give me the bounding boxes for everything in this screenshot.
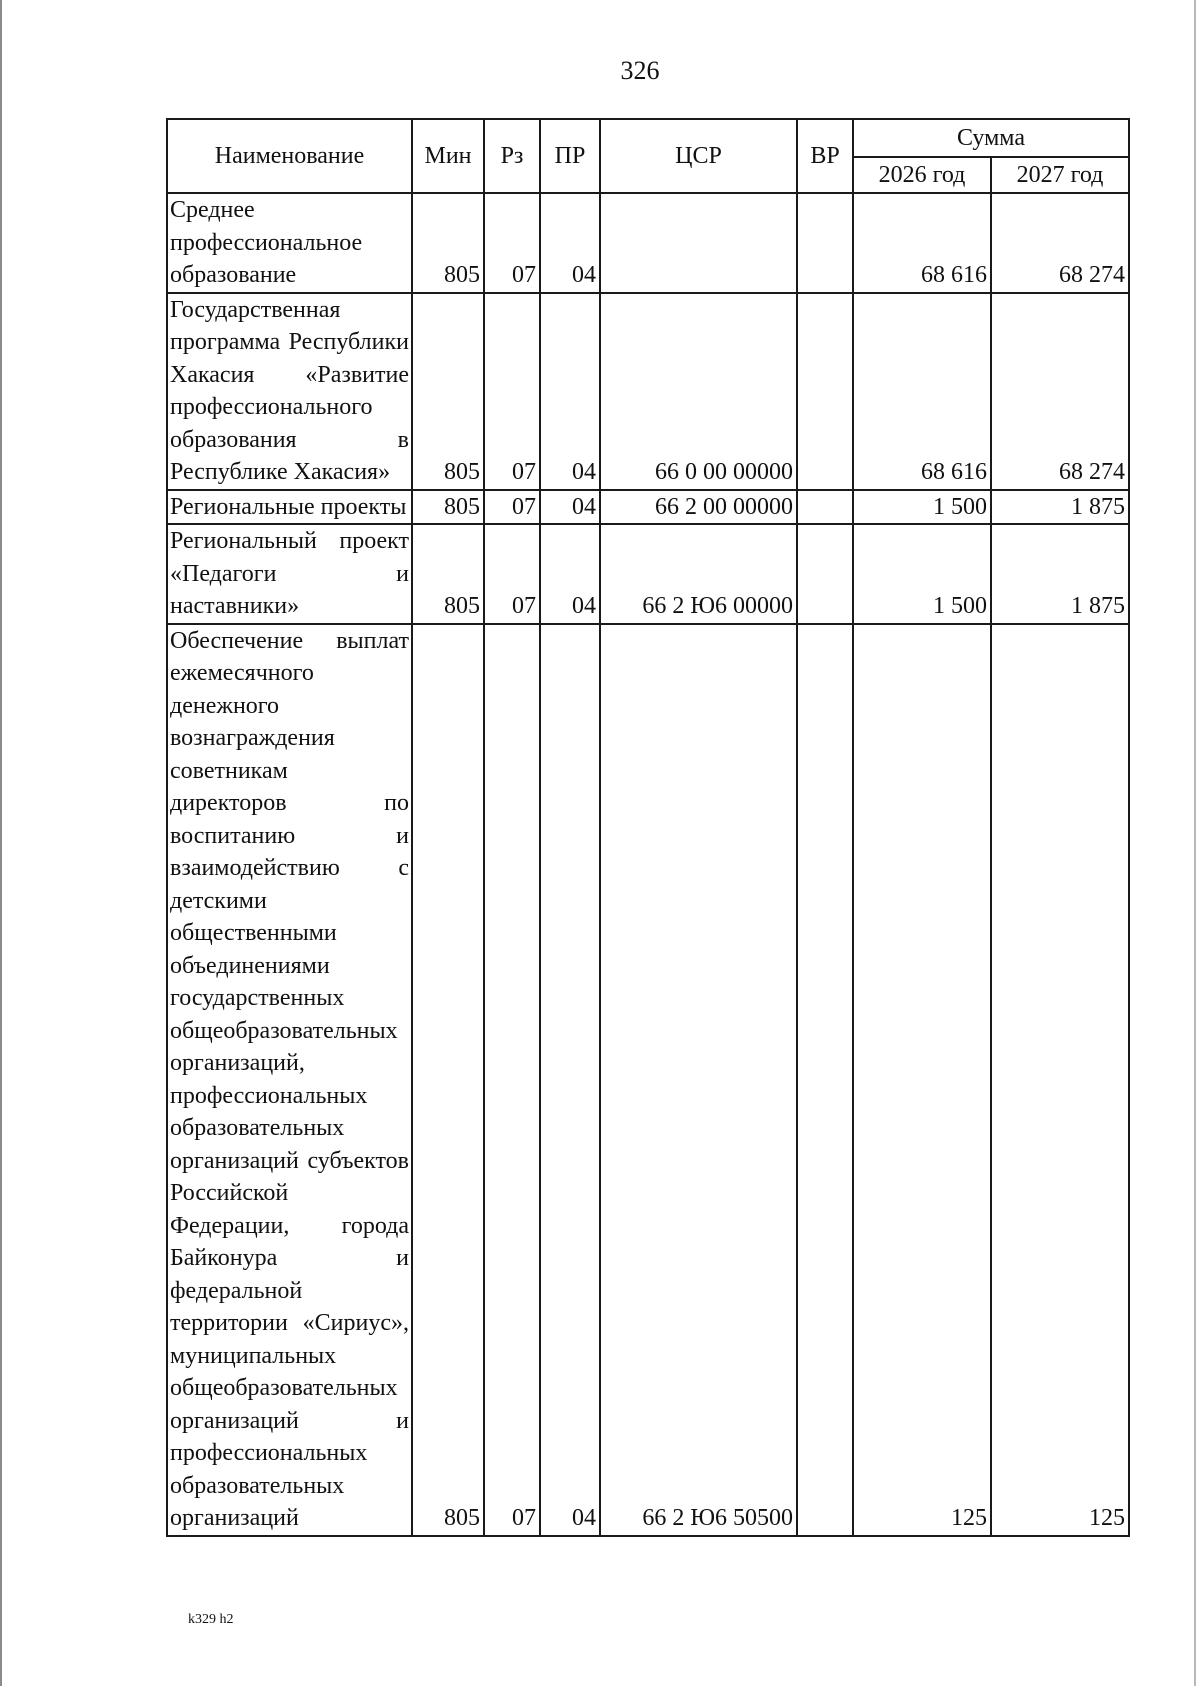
row-sum-2026: 68 616 <box>853 193 991 293</box>
row-sum-2026: 1 500 <box>853 524 991 624</box>
row-sum-2026: 68 616 <box>853 293 991 490</box>
row-name: Обеспечение выплат ежемесячного денежного вознаграждения советникам директоров по воспитанию и взаимодействию с детскими общественными объединениями государственных общеобразовательных организаций, профессиональных образовательных организаций субъектов Российской Федерации, города Байконура и федеральной территории «Сириус», муниципальных общеобразовательных организаций и профессиональных образовательных организаций <box>167 624 412 1536</box>
row-vr <box>797 193 853 293</box>
row-name: Региональный проект «Педагоги и наставники» <box>167 524 412 624</box>
row-min: 805 <box>412 624 484 1536</box>
row-pr: 04 <box>540 524 600 624</box>
row-sum-2026: 125 <box>853 624 991 1536</box>
row-min: 805 <box>412 293 484 490</box>
header-rz: Рз <box>484 119 540 193</box>
page-right-edge <box>1194 0 1196 1686</box>
row-sum-2027: 68 274 <box>991 293 1129 490</box>
row-rz: 07 <box>484 490 540 525</box>
header-vr: ВР <box>797 119 853 193</box>
footer-code: k329 h2 <box>188 1612 234 1627</box>
row-sum-2027: 1 875 <box>991 490 1129 525</box>
row-csr: 66 0 00 00000 <box>600 293 797 490</box>
row-vr <box>797 490 853 525</box>
table-row <box>167 193 1129 293</box>
row-pr: 04 <box>540 624 600 1536</box>
row-rz: 07 <box>484 624 540 1536</box>
budget-table <box>166 118 1130 1537</box>
header-pr: ПР <box>540 119 600 193</box>
row-vr <box>797 524 853 624</box>
table-body <box>167 193 1129 1536</box>
row-sum-2027: 68 274 <box>991 193 1129 293</box>
row-rz: 07 <box>484 524 540 624</box>
row-min: 805 <box>412 193 484 293</box>
row-csr: 66 2 Ю6 00000 <box>600 524 797 624</box>
row-sum-2027: 1 875 <box>991 524 1129 624</box>
table-row <box>167 624 1129 1536</box>
header-sum: Сумма <box>853 119 1129 157</box>
row-csr: 66 2 Ю6 50500 <box>600 624 797 1536</box>
row-rz: 07 <box>484 193 540 293</box>
row-sum-2027: 125 <box>991 624 1129 1536</box>
row-rz: 07 <box>484 293 540 490</box>
page-left-edge <box>0 0 2 1686</box>
table-row <box>167 490 1129 525</box>
row-sum-2026: 1 500 <box>853 490 991 525</box>
row-csr: 66 2 00 00000 <box>600 490 797 525</box>
row-pr: 04 <box>540 490 600 525</box>
row-name: Региональные проекты <box>167 490 412 525</box>
row-vr <box>797 624 853 1536</box>
table-row <box>167 524 1129 624</box>
row-csr <box>600 193 797 293</box>
header-year-2027: 2027 год <box>991 157 1129 193</box>
row-name: Среднее профессиональное образование <box>167 193 412 293</box>
header-name: Наименование <box>167 119 412 193</box>
row-min: 805 <box>412 490 484 525</box>
row-pr: 04 <box>540 193 600 293</box>
row-vr <box>797 293 853 490</box>
row-name: Государственная программа Республики Хакасия «Развитие профессионального образования в Республике Хакасия» <box>167 293 412 490</box>
row-pr: 04 <box>540 293 600 490</box>
table-header <box>167 119 1129 193</box>
table-row <box>167 293 1129 490</box>
header-year-2026: 2026 год <box>853 157 991 193</box>
header-min: Мин <box>412 119 484 193</box>
page-number: 326 <box>620 56 660 85</box>
header-csr: ЦСР <box>600 119 797 193</box>
row-min: 805 <box>412 524 484 624</box>
